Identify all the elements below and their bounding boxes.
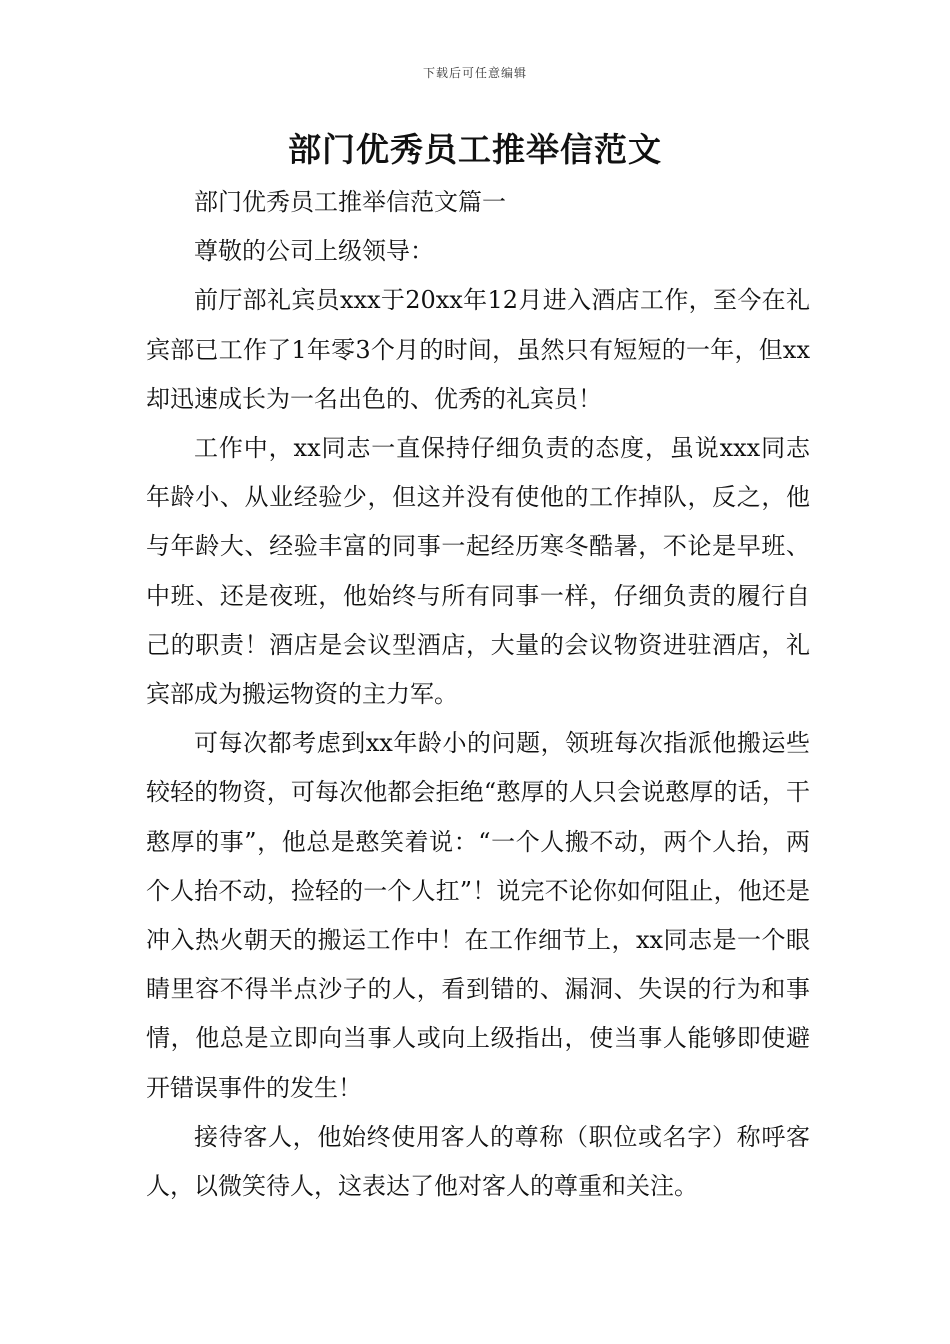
document-body [146, 178, 810, 1211]
document-title: 部门优秀员工推举信范文 [288, 130, 662, 169]
section-heading: 部门优秀员工推举信范文篇一 [194, 188, 506, 216]
body-paragraph-2: 工作中，xx同志一直保持仔细负责的态度，虽说xxx同志年龄小、从业经验少，但这并没有使他的工作掉队，反之，他与年龄大、经验丰富的同事一起经历寒冬酷暑，不论是早班、中班、还是夜班，他始终与所有同事一样，仔细负责的履行自己的职责！酒店是会议型酒店，大量的会议物资进驻酒店，礼宾部成为搬运物资的主力军。 [146, 434, 810, 709]
body-paragraph-3: 可每次都考虑到xx年龄小的问题，领班每次指派他搬运些较轻的物资，可每次他都会拒绝“憨厚的人只会说憨厚的话，干憨厚的事”，他总是憨笑着说：“一个人搬不动，两个人抬，两个人抬不动，捡轻的一个人扛”！说完不论你如何阻止，他还是冲入热火朝天的搬运工作中！在工作细节上，xx同志是一个眼睛里容不得半点沙子的人，看到错的、漏洞、失误的行为和事情，他总是立即向当事人或向上级指出，使当事人能够即使避开错误事件的发生！ [146, 729, 810, 1102]
body-paragraph-1: 前厅部礼宾员xxx于20xx年12月进入酒店工作，至今在礼宾部已工作了1年零3个月的时间，虽然只有短短的一年，但xx却迅速成长为一名出色的、优秀的礼宾员！ [146, 286, 810, 413]
body-paragraph-4: 接待客人，他始终使用客人的尊称（职位或名字）称呼客人，以微笑待人，这表达了他对客人的尊重和关注。 [146, 1122, 810, 1201]
salutation: 尊敬的公司上级领导： [194, 237, 434, 266]
header-note: 下载后可任意编辑 [422, 66, 527, 80]
